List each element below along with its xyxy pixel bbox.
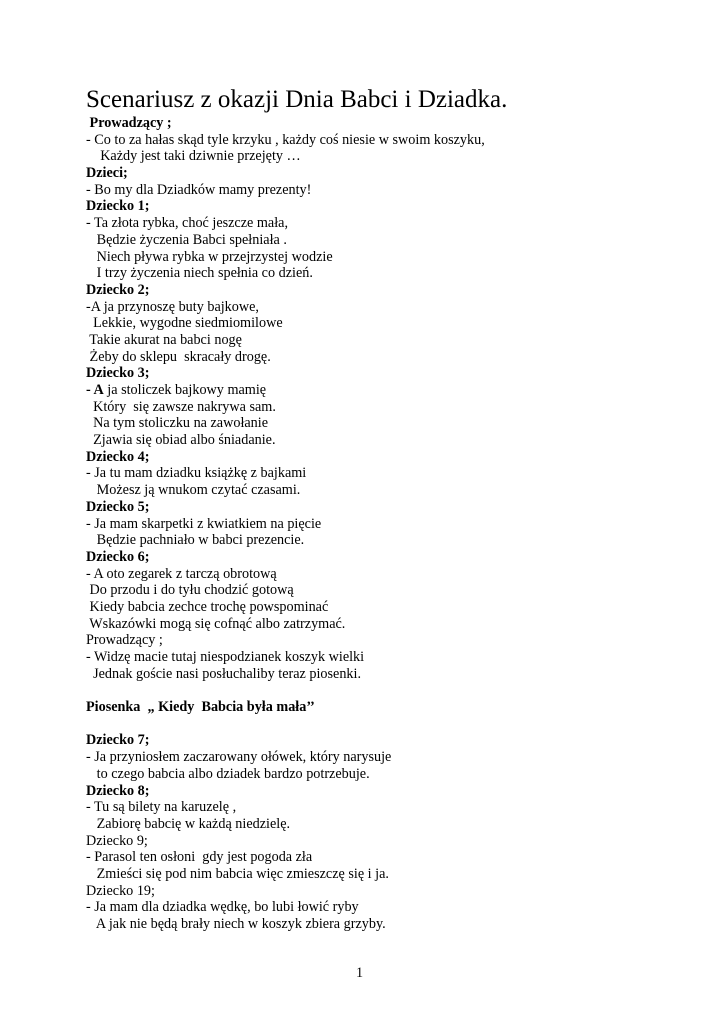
- text-line: Każdy jest taki dziwnie przejęty …: [86, 148, 301, 165]
- text-line: Jednak goście nasi posłuchaliby teraz piosenki.: [86, 665, 362, 682]
- text-line: Do przodu i do tyłu chodzić gotową: [86, 582, 294, 599]
- text-line: - Ja mam dla dziadka wędkę, bo lubi łowić ryby: [86, 899, 359, 916]
- text-line: Niech pływa rybka w przejrzystej wodzie: [86, 248, 333, 265]
- text-line: - A oto zegarek z tarczą obrotową: [86, 565, 277, 582]
- speaker-heading: Dziecko 7;: [86, 732, 150, 749]
- text-line: - Tu są bilety na karuzelę ,: [86, 799, 237, 816]
- text-line: Dziecko 19;: [86, 882, 155, 899]
- speaker-heading: Dziecko 3;: [86, 365, 150, 382]
- text-line: Kiedy babcia zechce trochę powspominać: [86, 598, 329, 615]
- text-line: Zabiorę babcię w każdą niedzielę.: [86, 815, 291, 832]
- speaker-heading: Dziecko 4;: [86, 448, 150, 465]
- text-line: - Bo my dla Dziadków mamy prezenty!: [86, 181, 312, 198]
- speaker-heading: Dziecko 1;: [86, 198, 150, 215]
- line-rest: ja stoliczek bajkowy mamię: [103, 382, 267, 398]
- blank-line: [86, 682, 485, 699]
- speaker-heading: Dziecko 5;: [86, 498, 150, 515]
- text-line: Zmieści się pod nim babcia więc zmieszczę się i ja.: [86, 865, 389, 882]
- text-line: Prowadzący ;: [86, 632, 163, 649]
- text-line: -A ja przynoszę buty bajkowe,: [86, 298, 259, 315]
- page-number: 1: [356, 965, 364, 981]
- text-line: Możesz ją wnukom czytać czasami.: [86, 482, 301, 499]
- text-line: Będzie pachniało w babci prezencie.: [86, 532, 305, 549]
- text-line: Na tym stoliczku na zawołanie: [86, 415, 269, 432]
- text-line: [86, 382, 485, 399]
- text-line: A jak nie będą brały niech w koszyk zbiera grzyby.: [86, 916, 386, 932]
- text-line: - Ja mam skarpetki z kwiatkiem na pięcie: [86, 515, 322, 532]
- text-line: - Ja tu mam dziadku książkę z bajkami: [86, 465, 307, 482]
- text-line: - Widzę macie tutaj niespodzianek koszyk wielki: [86, 649, 365, 665]
- text-line: Zjawia się obiad albo śniadanie.: [86, 432, 276, 449]
- text-line: Lekkie, wygodne siedmiomilowe: [86, 315, 283, 332]
- text-line: Żeby do sklepu skracały drogę.: [86, 348, 271, 365]
- text-line: Będzie życzenia Babci spełniała .: [86, 231, 287, 248]
- text-line: - Ja przyniosłem zaczarowany ołówek, który narysuje: [86, 749, 392, 766]
- text-line: Dziecko 9;: [86, 832, 148, 849]
- speaker-heading: Dziecko 6;: [86, 548, 150, 565]
- text-line: I trzy życzenia niech spełnia co dzień.: [86, 265, 313, 282]
- document-title: Scenariusz z okazji Dnia Babci i Dziadka.: [86, 86, 508, 113]
- text-line: - Co to za hałas skąd tyle krzyku , każdy coś niesie w swoim koszyku,: [86, 131, 485, 148]
- bold-prefix: - A: [86, 382, 104, 398]
- speaker-heading: Piosenka „ Kiedy Babcia była mała’’: [86, 699, 315, 716]
- text-line: Wskazówki mogą się cofnąć albo zatrzymać.: [86, 615, 346, 632]
- text-line: Takie akurat na babci nogę: [86, 331, 242, 348]
- speaker-heading: Prowadzący ;: [86, 115, 172, 131]
- blank-line: [86, 716, 485, 733]
- document-body: [86, 115, 485, 933]
- speaker-heading: Dziecko 8;: [86, 782, 150, 799]
- text-line: - Ta złota rybka, choć jeszcze mała,: [86, 215, 288, 232]
- text-line: Który się zawsze nakrywa sam.: [86, 398, 276, 415]
- speaker-heading: Dziecko 2;: [86, 281, 150, 298]
- speaker-heading: Dzieci;: [86, 165, 128, 182]
- text-line: - Parasol ten osłoni gdy jest pogoda zła: [86, 849, 313, 866]
- text-line: to czego babcia albo dziadek bardzo potrzebuje.: [86, 765, 370, 782]
